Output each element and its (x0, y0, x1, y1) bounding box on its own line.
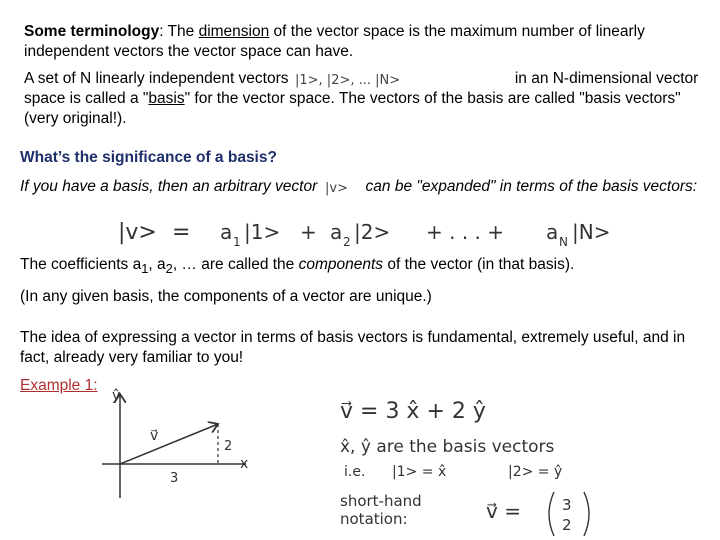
vector-graph (90, 388, 260, 500)
eq-dots: + . . . + (426, 220, 505, 244)
note-shorthand-1: short-hand (340, 492, 422, 510)
eq-lhs: |v> (118, 220, 157, 245)
eq-a1: a (220, 220, 233, 244)
ket-v-text: |v> (325, 181, 349, 196)
familiar-idea-paragraph: The idea of expressing a vector in terms of basis vectors is fundamental, extremely useful, and in fact, already very familiar to you! (20, 329, 686, 366)
section-heading: What’s the significance of a basis? (20, 149, 277, 166)
graph-y-label: ŷ (112, 388, 121, 404)
eq-aN-sub: N (559, 235, 568, 249)
note-ie-2: |2> = ŷ (508, 464, 563, 480)
ket-v-handwritten (317, 177, 361, 197)
p4-text-3: , … are called the (172, 256, 299, 273)
note-vector-equation: v⃗ = 3 x̂ + 2 ŷ (340, 399, 486, 424)
graph-v-label: v⃗ (150, 428, 159, 444)
components-term: components (298, 256, 384, 273)
p4-sub-2: 2 (165, 261, 173, 277)
p2-text-2: in an N-dimensional vector space is called a " (24, 70, 699, 108)
p4-text-4: of the vector (in that basis). (383, 256, 575, 273)
p3-text-2: can be "expanded" in terms of the basis vectors: (361, 178, 698, 196)
column-top: 3 (562, 496, 572, 514)
uniqueness-paragraph: (In any given basis, the components of a vector are unique.) (20, 288, 432, 305)
basis-list-text: |1>, |2>, ... |N> (294, 73, 400, 88)
basis-term: basis (148, 90, 185, 108)
note-shorthand-2: notation: (340, 510, 408, 528)
eq-a1-sub: 1 (233, 235, 241, 249)
eq-a2: a (330, 220, 343, 244)
expansion-paragraph (20, 177, 710, 197)
eq-ket-2: |2> (354, 220, 391, 244)
eq-plus-1: + (300, 220, 317, 244)
eq-equals: = (172, 220, 191, 245)
note-basis-vectors: x̂, ŷ are the basis vectors (340, 437, 555, 457)
p2-text-3: " for the vector space. The vectors of the basis are called "basis vectors" (very original!). (24, 90, 681, 128)
p3-text-1: If you have a basis, then an arbitrary vector (20, 178, 318, 196)
column-bottom: 2 (562, 516, 572, 534)
graph-three-label: 3 (170, 471, 179, 486)
eq-a2-sub: 2 (343, 235, 351, 249)
p4-sub-1: 1 (141, 261, 149, 277)
note-ie-1: |1> = x̂ (392, 464, 447, 480)
vector-v-arrow (120, 424, 218, 464)
note-ie-label: i.e. (344, 464, 366, 480)
column-right-paren (584, 492, 589, 536)
column-left-paren (549, 492, 554, 536)
p4-text-2: , a (148, 256, 166, 273)
handwritten-notes (336, 392, 606, 540)
p1-text-2: of the vector space is the maximum number of linearly independent vectors the vector space can have. (24, 23, 645, 60)
example-1-link[interactable]: Example 1: (20, 377, 98, 394)
basis-list-handwritten (289, 69, 511, 89)
p2-text-1: A set of N linearly independent vectors (24, 70, 289, 88)
eq-aN: a (546, 220, 559, 244)
p4-text-1: The coefficients a (20, 256, 142, 273)
graph-two-label: 2 (224, 439, 233, 454)
graph-x-label: x (240, 456, 249, 472)
p1-text-1: : The (159, 23, 199, 40)
dimension-term: dimension (198, 23, 270, 40)
note-column-lhs: v⃗ = (486, 499, 521, 523)
eq-ket-N: |N> (572, 220, 611, 244)
terminology-bold: Some terminology (24, 23, 160, 40)
eq-ket-1: |1> (244, 220, 281, 244)
basis-definition-paragraph (24, 69, 704, 129)
coefficients-paragraph (20, 255, 710, 279)
terminology-paragraph (24, 22, 704, 62)
expansion-equation (110, 214, 630, 250)
